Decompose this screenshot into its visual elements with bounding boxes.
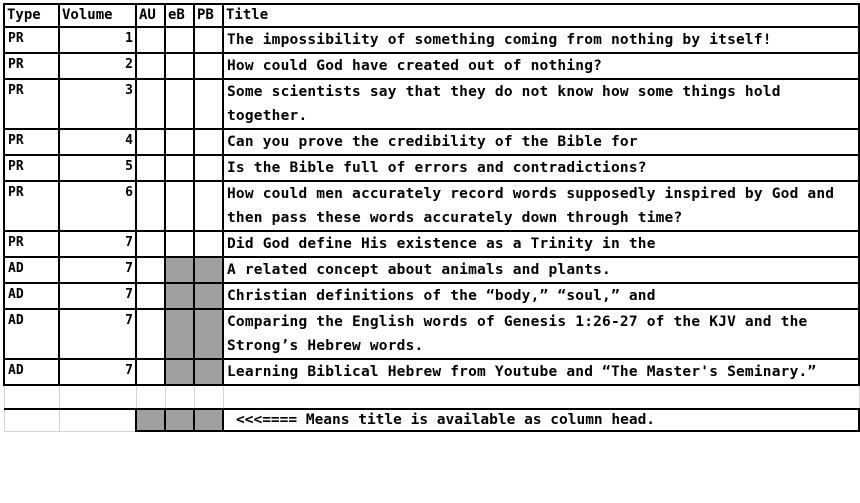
cell-pb[interactable] [194,257,223,283]
cell-title[interactable]: Christian definitions of the “body,” “soul,” and [223,283,859,309]
cell-au[interactable] [136,155,165,181]
cell-pb[interactable] [194,231,223,257]
cell-type[interactable]: AD [4,257,59,283]
cell-eb[interactable] [165,129,194,155]
cell-volume[interactable]: 7 [59,257,136,283]
cell-pb[interactable] [194,129,223,155]
cell-title[interactable]: Comparing the English words of Genesis 1:26-27 of the KJV and the Strong’s Hebrew words. [223,309,859,359]
table-row [4,79,859,129]
cell-type[interactable]: PR [4,231,59,257]
column-header-title[interactable]: Title [223,4,859,27]
cell-eb[interactable] [165,181,194,231]
cell-volume[interactable]: 6 [59,181,136,231]
cell-type[interactable]: AD [4,283,59,309]
table-row [4,283,859,309]
empty-row [4,385,859,409]
cell-eb[interactable] [165,257,194,283]
cell-au[interactable] [136,27,165,53]
cell-volume[interactable]: 7 [59,283,136,309]
cell-pb[interactable] [194,53,223,79]
cell-au[interactable] [136,231,165,257]
cell-title[interactable]: Some scientists say that they do not know how some things hold together. [223,79,859,129]
cell-eb[interactable] [165,27,194,53]
legend-shaded-swatch [165,409,194,431]
cell-type[interactable]: AD [4,359,59,385]
cell-pb[interactable] [194,181,223,231]
cell-au[interactable] [136,359,165,385]
table-row [4,155,859,181]
table-row [4,129,859,155]
cell-pb[interactable] [194,283,223,309]
cell-title[interactable]: How could God have created out of nothing? [223,53,859,79]
cell-au[interactable] [136,79,165,129]
cell-type[interactable]: PR [4,27,59,53]
cell-volume[interactable]: 7 [59,309,136,359]
cell-title[interactable]: How could men accurately record words supposedly inspired by God and then pass these words accurately down through time? [223,181,859,231]
cell-type[interactable]: AD [4,309,59,359]
cell-volume[interactable]: 7 [59,231,136,257]
cell-pb[interactable] [194,155,223,181]
column-header-pb[interactable]: PB [194,4,223,27]
cell-au[interactable] [136,53,165,79]
cell-type[interactable]: PR [4,181,59,231]
cell-title[interactable]: The impossibility of something coming from nothing by itself! [223,27,859,53]
cell-title[interactable]: Did God define His existence as a Trinity in the [223,231,859,257]
cell-title[interactable]: A related concept about animals and plants. [223,257,859,283]
cell-title[interactable]: Learning Biblical Hebrew from Youtube and “The Master's Seminary.” [223,359,859,385]
table-row [4,27,859,53]
cell-volume[interactable]: 5 [59,155,136,181]
table-row [4,309,859,359]
cell-volume[interactable]: 2 [59,53,136,79]
cell-eb[interactable] [165,155,194,181]
cell-type[interactable]: PR [4,79,59,129]
column-header-volume[interactable]: Volume [59,4,136,27]
cell-eb[interactable] [165,79,194,129]
cell-eb[interactable] [165,283,194,309]
table-row [4,181,859,231]
empty-cell[interactable] [223,385,859,409]
cell-au[interactable] [136,181,165,231]
header-row [4,4,859,27]
cell-au[interactable] [136,309,165,359]
table-row [4,359,859,385]
legend-shaded-swatch [194,409,223,431]
legend-note: <<<==== Means title is available as column head. [223,409,859,431]
cell-title[interactable]: Is the Bible full of errors and contradictions? [223,155,859,181]
legend-blank-cell[interactable] [59,409,136,431]
cell-type[interactable]: PR [4,53,59,79]
cell-eb[interactable] [165,231,194,257]
cell-volume[interactable]: 7 [59,359,136,385]
column-header-eb[interactable]: eB [165,4,194,27]
cell-pb[interactable] [194,79,223,129]
cell-volume[interactable]: 1 [59,27,136,53]
cell-type[interactable]: PR [4,155,59,181]
cell-eb[interactable] [165,53,194,79]
cell-title[interactable]: Can you prove the credibility of the Bible for [223,129,859,155]
cell-au[interactable] [136,283,165,309]
cell-type[interactable]: PR [4,129,59,155]
empty-cell[interactable] [136,385,165,409]
cell-pb[interactable] [194,27,223,53]
cell-au[interactable] [136,257,165,283]
table-body [4,27,859,431]
empty-cell[interactable] [165,385,194,409]
legend-shaded-swatch [136,409,165,431]
empty-cell[interactable] [4,385,59,409]
empty-cell[interactable] [59,385,136,409]
cell-volume[interactable]: 3 [59,79,136,129]
cell-eb[interactable] [165,359,194,385]
cell-pb[interactable] [194,309,223,359]
table-row [4,53,859,79]
cell-volume[interactable]: 4 [59,129,136,155]
empty-cell[interactable] [194,385,223,409]
table-row [4,257,859,283]
table-row [4,231,859,257]
legend-blank-cell[interactable] [4,409,59,431]
cell-au[interactable] [136,129,165,155]
cell-pb[interactable] [194,359,223,385]
legend-row [4,409,859,431]
column-header-au[interactable]: AU [136,4,165,27]
spreadsheet-table [3,3,860,432]
cell-eb[interactable] [165,309,194,359]
column-header-type[interactable]: Type [4,4,59,27]
